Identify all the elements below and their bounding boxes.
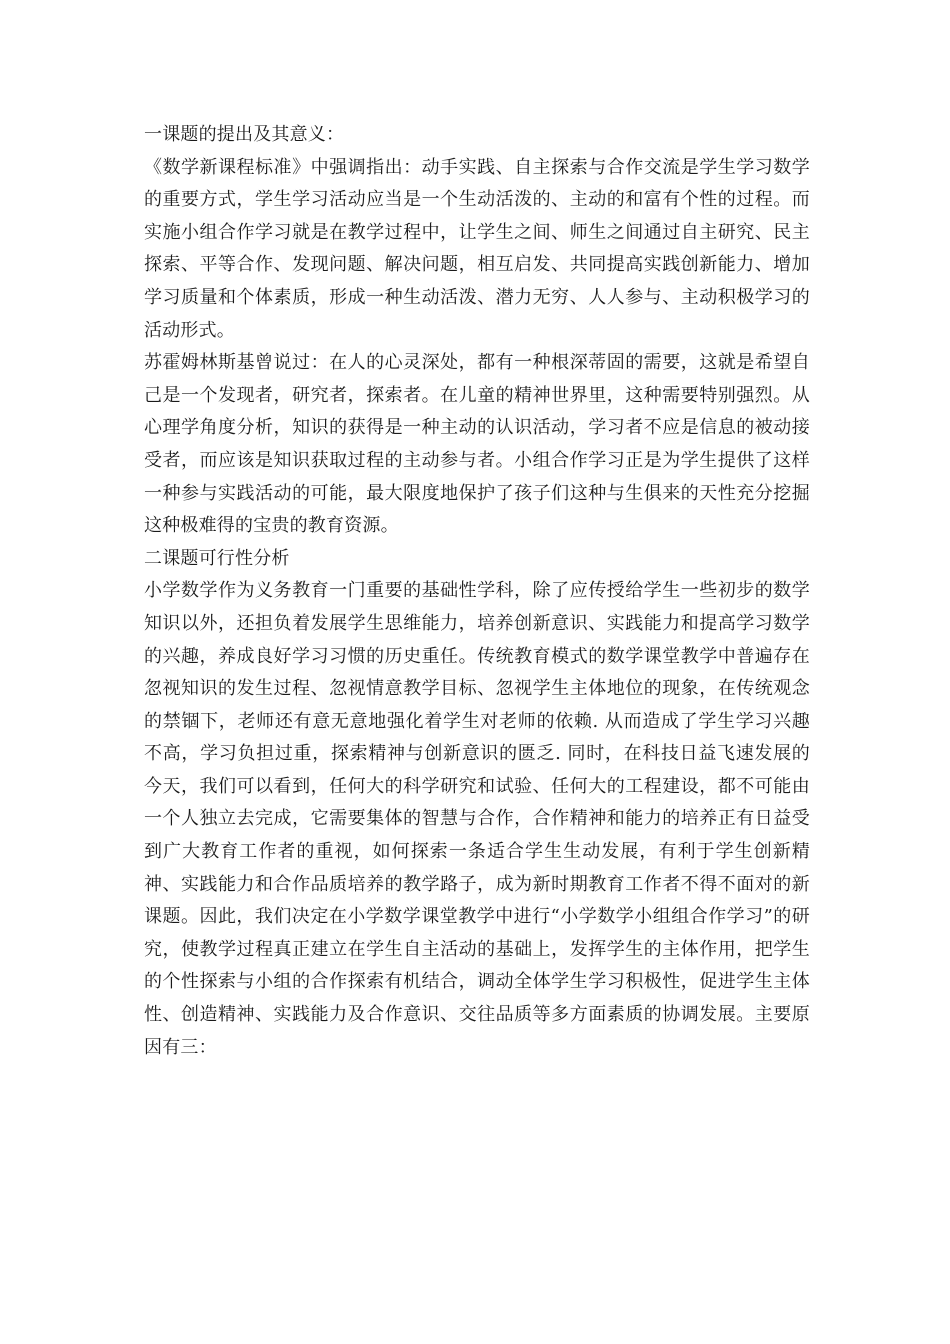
paragraph-1: 《数学新课程标准》中强调指出：动手实践、自主探索与合作交流是学生学习数学的重要方式，学生学习活动应当是一个生动活泼的、主动的和富有个性的过程。而实施小组合作学习就是在教学过程中，让学生之间、师生之间通过自主研究、民主探索、平等合作、发现问题、解决问题，相互启发、共同提高实践创新能力、增加学习质量和个体素质，形成一种生动活泼、潜力无穷、人人参与、主动积极学习的活动形式。 — [144, 156, 810, 341]
section-heading-1: 一课题的提出及其意义： — [144, 124, 345, 145]
paragraph-3: 小学数学作为义务教育一门重要的基础性学科，除了应传授给学生一些初步的数学知识以外，还担负着发展学生思维能力，培养创新意识、实践能力和提高学习数学的兴趣，养成良好学习习惯的历史重任。传统教育模式的数学课堂教学中普遍存在忽视知识的发生过程、忽视情意教学目标、忽视学生主体地位的现象，在传统观念的禁锢下，老师还有意无意地强化着学生对老师的依赖. 从而造成了学生学习兴趣不高，学习负担过重，探索精神与创新意识的匮乏. 同时，在科技日益飞速发展的今天，我们可以看到，任何大的科学研究和试验、任何大的工程建设，都不可能由一个人独立去完成，它需要集体的智慧与合作，合作精神和能力的培养正有日益受到广大教育工作者的重视，如何探索一条适合学生生动发展，有利于学生创新精神、实践能力和合作品质培养的教学路子，成为新时期教育工作者不得不面对的新课题。因此，我们决定在小学数学课堂教学中进行“小学数学小组组合作学习”的研究，使教学过程真正建立在学生自主活动的基础上，发挥学生的主体作用，把学生的个性探索与小组的合作探索有机结合，调动全体学生学习积极性，促进学生主体性、创造精神、实践能力及合作意识、交往品质等多方面素质的协调发展。主要原因有三： — [144, 580, 810, 1058]
paragraph-2: 苏霍姆林斯基曾说过：在人的心灵深处，都有一种根深蒂固的需要，这就是希望自己是一个发现者，研究者，探索者。在儿童的精神世界里，这种需要特别强烈。从心理学角度分析，知识的获得是一种主动的认识活动，学习者不应是信息的被动接受者，而应该是知识获取过程的主动参与者。小组合作学习正是为学生提供了这样一种参与实践活动的可能，最大限度地保护了孩子们这种与生俱来的天性充分挖掘这种极难得的宝贵的教育资源。 — [144, 352, 810, 537]
section-heading-2: 二课题可行性分析 — [144, 547, 290, 569]
document-body — [144, 119, 810, 1064]
